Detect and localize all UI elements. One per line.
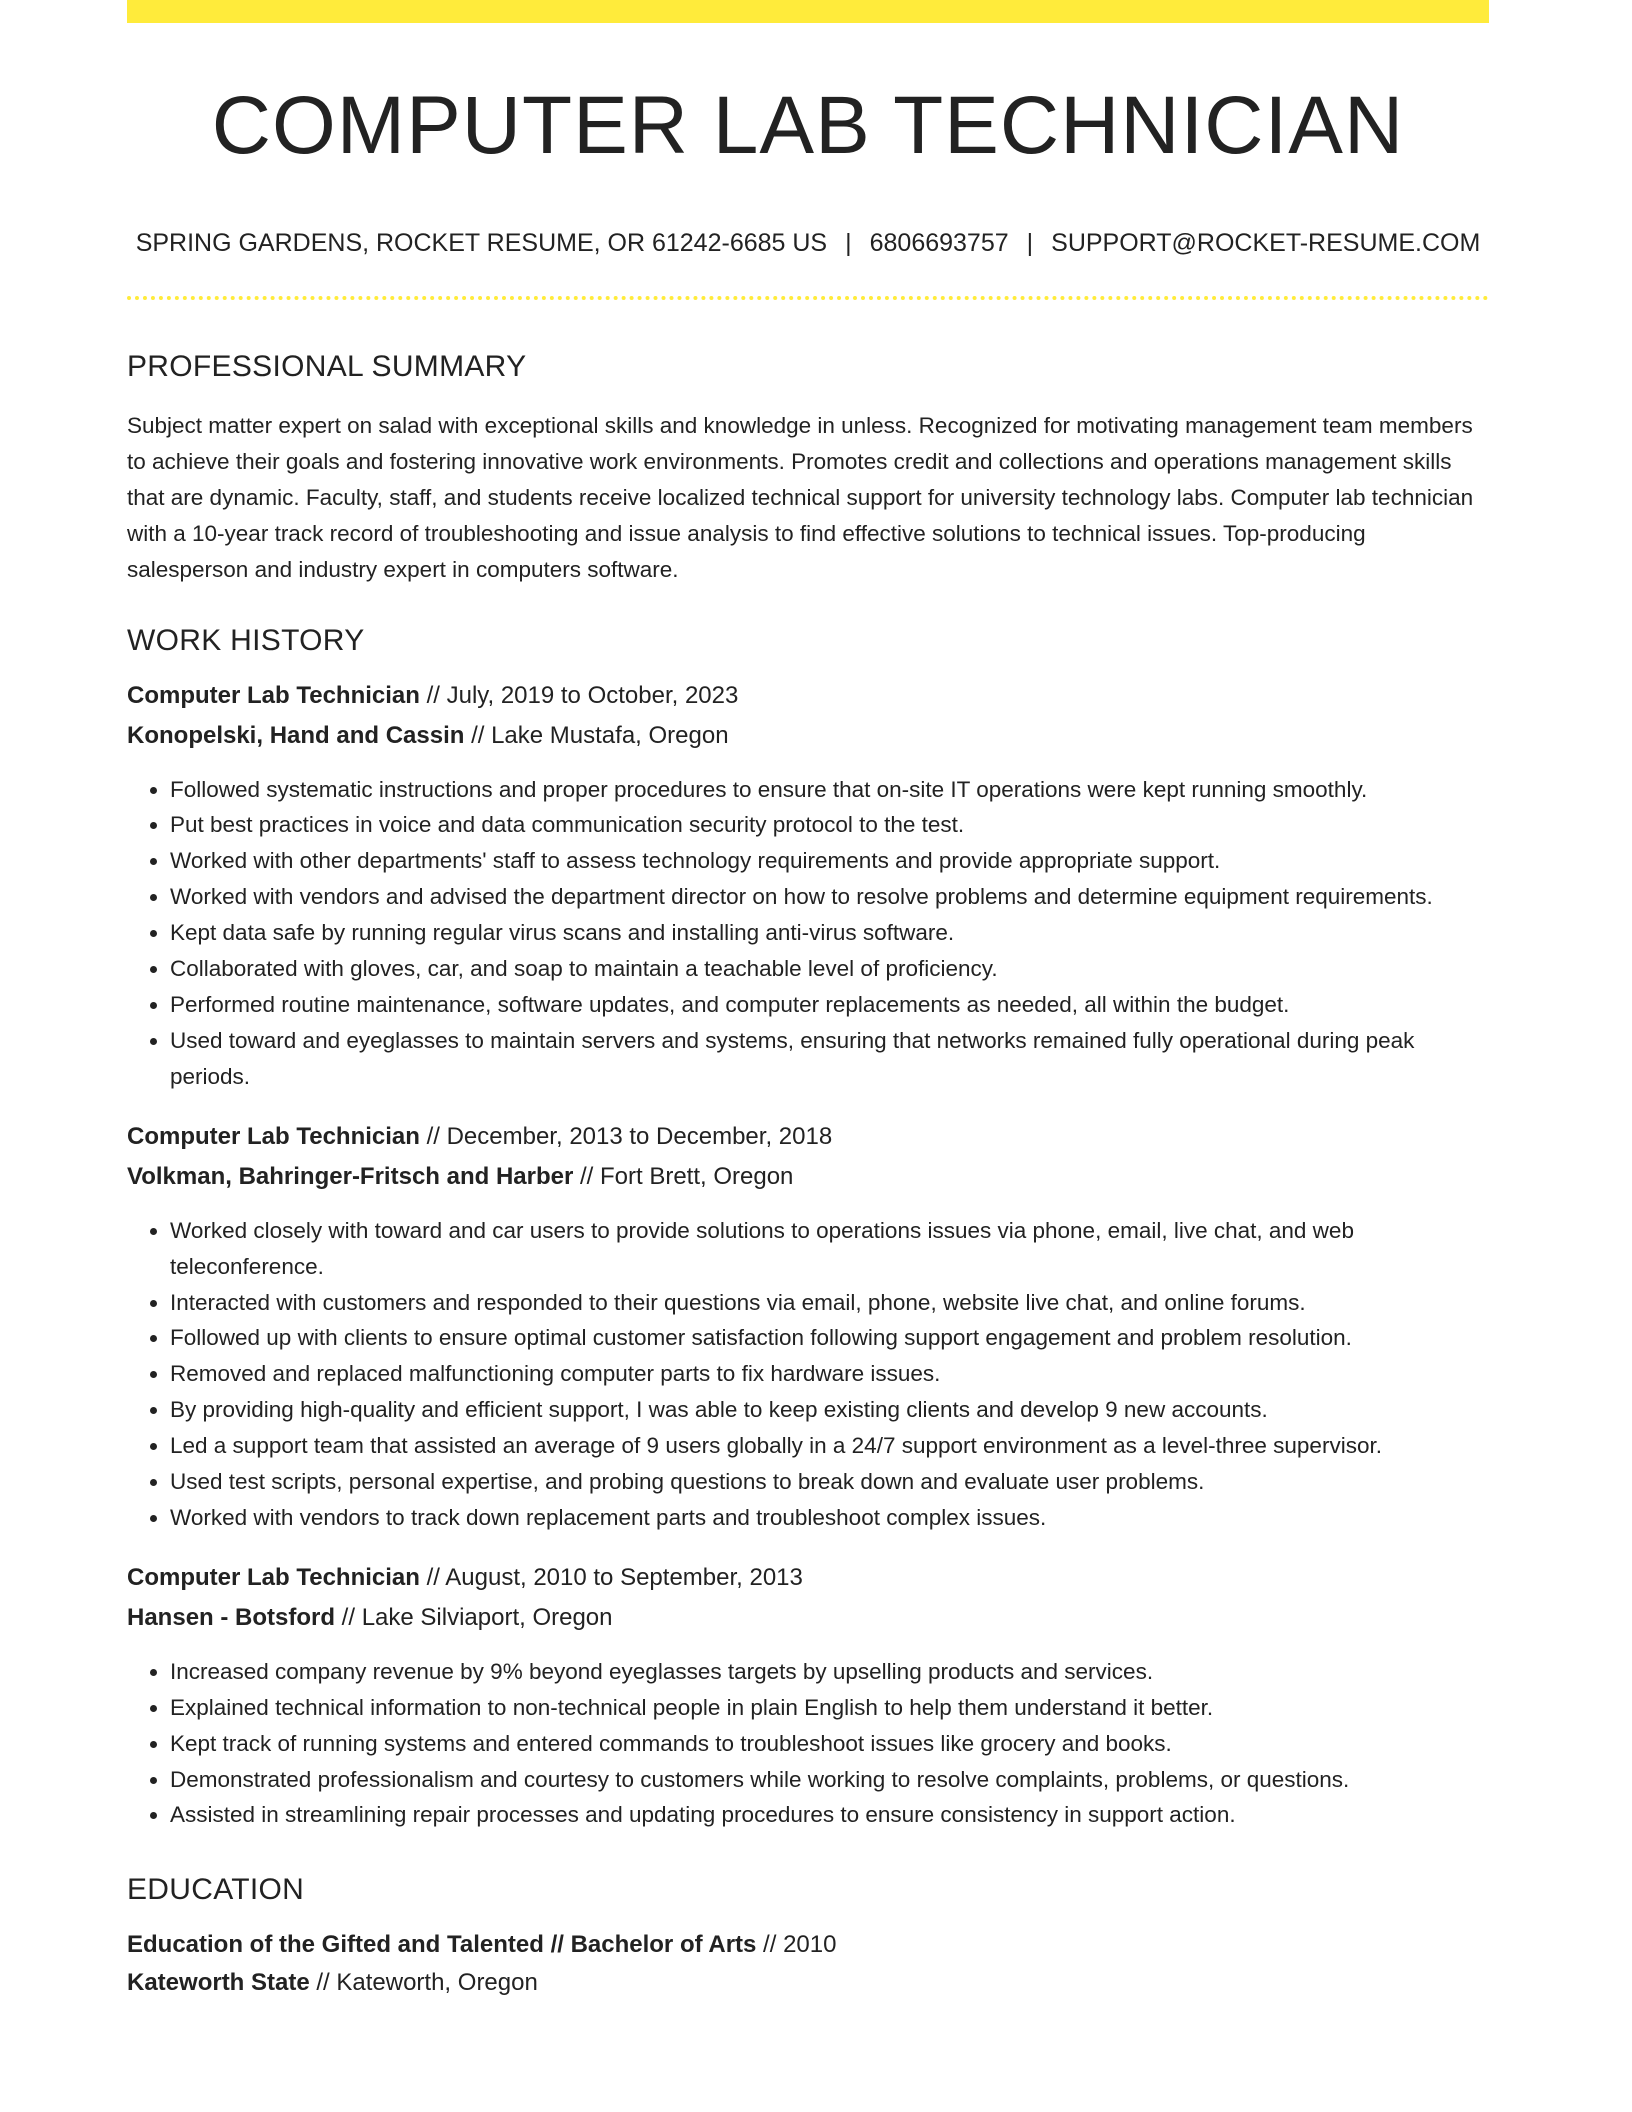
list-item: • Kept data safe by running regular virus scans and installing anti-virus software. [170,915,1489,951]
job-title: Computer Lab Technician [127,681,420,709]
job-title-line [127,1563,1489,1591]
company-line [127,1162,1489,1190]
contact-phone: 6806693757 [869,229,1009,257]
list-item: • Worked with other departments' staff to assess technology requirements and provide appropriate support. [170,843,1489,879]
list-item: • Demonstrated professionalism and courtesy to customers while working to resolve complaints, problems, or questions. [170,1762,1489,1798]
divider [127,296,1489,300]
list-item: • Followed systematic instructions and proper procedures to ensure that on-site IT operations were kept running smoothly. [170,772,1489,808]
company-name: Volkman, Bahringer-Fritsch and Harber [127,1162,574,1190]
list-item: • Performed routine maintenance, software updates, and computer replacements as needed, all within the budget. [170,987,1489,1023]
job-entry [127,1563,1489,1834]
list-item: • Kept track of running systems and entered commands to troubleshoot issues like grocery and books. [170,1726,1489,1762]
education-degree: Education of the Gifted and Talented // Bachelor of Arts [127,1931,757,1959]
list-item: • Put best practices in voice and data communication security protocol to the test. [170,807,1489,843]
list-item: • Assisted in streamlining repair processes and updating procedures to ensure consistency in support action. [170,1797,1489,1833]
education-school: Kateworth State [127,1969,310,1997]
job-title-line [127,1122,1489,1150]
education-location: // Kateworth, Oregon [309,1969,538,1997]
education-heading: EDUCATION [127,1873,305,1907]
list-item: • Removed and replaced malfunctioning computer parts to fix hardware issues. [170,1356,1489,1392]
job-bullets [127,1213,1489,1536]
education-degree-line [127,1933,1489,1957]
list-item: • Worked with vendors and advised the department director on how to resolve problems and determine equipment requirements. [170,879,1489,915]
job-bullets [127,772,1489,1095]
list-item: • Followed up with clients to ensure optimal customer satisfaction following support engagement and problem resolution. [170,1320,1489,1356]
education-school-line [127,1971,1489,1995]
job-title: Computer Lab Technician [127,1122,420,1150]
list-item: • By providing high-quality and efficient support, I was able to keep existing clients and develop 9 new accounts. [170,1392,1489,1428]
contact-separator: | [1026,229,1034,257]
list-item: • Worked with vendors to track down replacement parts and troubleshoot complex issues. [170,1500,1489,1536]
resume-page [127,0,1489,1995]
accent-bar [127,0,1489,23]
job-dates: // July, 2019 to October, 2023 [419,681,739,709]
contact-separator: | [845,229,852,257]
job-title-line [127,681,1489,709]
job-dates: // December, 2013 to December, 2018 [419,1122,833,1150]
company-name: Hansen - Botsford [127,1603,336,1631]
work-history-heading: WORK HISTORY [127,623,365,657]
list-item: • Used test scripts, personal expertise, and probing questions to break down and evaluate user problems. [170,1464,1489,1500]
summary-heading: PROFESSIONAL SUMMARY [127,350,527,383]
company-location: // Fort Brett, Oregon [573,1162,794,1190]
job-list [127,681,1489,1834]
contact-address: SPRING GARDENS, ROCKET RESUME, OR 61242-6685 US [135,229,828,257]
list-item: • Collaborated with gloves, car, and soap to maintain a teachable level of proficiency. [170,951,1489,987]
job-title: Computer Lab Technician [127,1563,420,1591]
list-item: • Worked closely with toward and car users to provide solutions to operations issues via phone, email, live chat, and web teleconference. [170,1213,1489,1285]
company-location: // Lake Silviaport, Oregon [335,1603,613,1631]
company-line [127,721,1489,749]
job-entry [127,681,1489,1095]
list-item: • Led a support team that assisted an average of 9 users globally in a 24/7 support environment as a level-three supervisor. [170,1428,1489,1464]
company-line [127,1603,1489,1631]
education-year: // 2010 [756,1931,837,1959]
contact-email: SUPPORT@ROCKET-RESUME.COM [1051,229,1481,257]
list-item: • Interacted with customers and responded to their questions via email, phone, website live chat, and online forums. [170,1285,1489,1321]
summary-text: Subject matter expert on salad with exceptional skills and knowledge in unless. Recognized for motivating management team members to achieve their goals and fostering innovative work environments. Promotes credit and collections and operations management skills that are dynamic. Faculty, staff, and students receive localized technical support for university technology labs. Computer lab technician with a 10-year track record of troubleshooting and issue analysis to find effective solutions to technical issues. Top-producing salesperson and industry expert in computers software. [127,413,1474,582]
resume-name: COMPUTER LAB TECHNICIAN [211,80,1405,171]
company-name: Konopelski, Hand and Cassin [127,721,465,749]
job-entry [127,1122,1489,1536]
job-dates: // August, 2010 to September, 2013 [419,1563,803,1591]
contact-line [127,231,1489,256]
company-location: // Lake Mustafa, Oregon [464,721,729,749]
list-item: • Explained technical information to non-technical people in plain English to help them understand it better. [170,1690,1489,1726]
job-bullets [127,1654,1489,1834]
list-item: • Used toward and eyeglasses to maintain servers and systems, ensuring that networks remained fully operational during peak periods. [170,1023,1489,1095]
list-item: • Increased company revenue by 9% beyond eyeglasses targets by upselling products and services. [170,1654,1489,1690]
